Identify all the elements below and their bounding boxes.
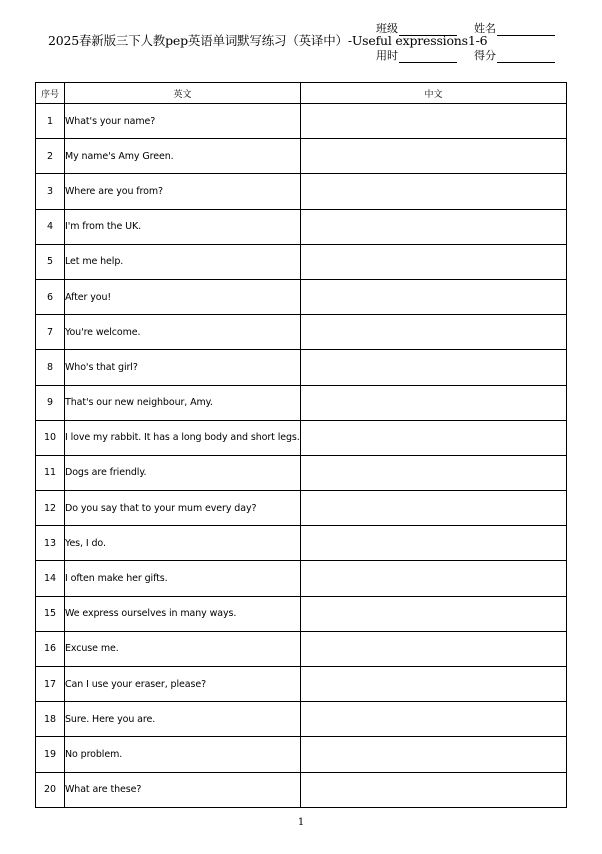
time-blank[interactable] bbox=[399, 51, 457, 63]
chinese-answer-cell[interactable] bbox=[301, 104, 567, 139]
row-number: 2 bbox=[36, 139, 65, 174]
chinese-answer-cell[interactable] bbox=[301, 315, 567, 350]
chinese-answer-cell[interactable] bbox=[301, 772, 567, 807]
chinese-answer-cell[interactable] bbox=[301, 420, 567, 455]
worksheet-header bbox=[0, 0, 602, 80]
class-label: 班级 bbox=[376, 22, 398, 35]
row-number: 1 bbox=[36, 104, 65, 139]
english-phrase: My name's Amy Green. bbox=[65, 139, 301, 174]
page-title: 2025春新版三下人教pep英语单词默写练习（英译中）-Useful expressions1-6 bbox=[48, 33, 488, 48]
table-row bbox=[36, 174, 567, 209]
english-phrase: I'm from the UK. bbox=[65, 209, 301, 244]
row-number: 3 bbox=[36, 174, 65, 209]
chinese-answer-cell[interactable] bbox=[301, 737, 567, 772]
table-row bbox=[36, 279, 567, 314]
table-row bbox=[36, 737, 567, 772]
row-number: 11 bbox=[36, 455, 65, 490]
table-row bbox=[36, 631, 567, 666]
header-english: 英文 bbox=[65, 83, 301, 104]
chinese-answer-cell[interactable] bbox=[301, 139, 567, 174]
table-row bbox=[36, 491, 567, 526]
score-label: 得分 bbox=[474, 49, 496, 62]
table-row bbox=[36, 209, 567, 244]
header-chinese: 中文 bbox=[301, 83, 567, 104]
time-label: 用时 bbox=[376, 49, 398, 62]
english-phrase: Excuse me. bbox=[65, 631, 301, 666]
table-row bbox=[36, 702, 567, 737]
table-row bbox=[36, 350, 567, 385]
chinese-answer-cell[interactable] bbox=[301, 631, 567, 666]
table-header-row bbox=[36, 83, 567, 104]
table-row bbox=[36, 667, 567, 702]
table-row bbox=[36, 526, 567, 561]
english-phrase: We express ourselves in many ways. bbox=[65, 596, 301, 631]
row-number: 8 bbox=[36, 350, 65, 385]
name-blank[interactable] bbox=[497, 24, 555, 36]
chinese-answer-cell[interactable] bbox=[301, 174, 567, 209]
row-number: 14 bbox=[36, 561, 65, 596]
score-field bbox=[474, 47, 555, 63]
table-row bbox=[36, 420, 567, 455]
row-number: 19 bbox=[36, 737, 65, 772]
english-phrase: Sure. Here you are. bbox=[65, 702, 301, 737]
english-phrase: I love my rabbit. It has a long body and short legs. bbox=[65, 420, 301, 455]
english-phrase: What are these? bbox=[65, 772, 301, 807]
row-number: 6 bbox=[36, 279, 65, 314]
table-row bbox=[36, 315, 567, 350]
english-phrase: Dogs are friendly. bbox=[65, 455, 301, 490]
table-row bbox=[36, 244, 567, 279]
name-label: 姓名 bbox=[474, 22, 496, 35]
english-phrase: Where are you from? bbox=[65, 174, 301, 209]
table-row bbox=[36, 455, 567, 490]
english-phrase: Who's that girl? bbox=[65, 350, 301, 385]
english-phrase: What's your name? bbox=[65, 104, 301, 139]
table-row bbox=[36, 561, 567, 596]
chinese-answer-cell[interactable] bbox=[301, 667, 567, 702]
row-number: 13 bbox=[36, 526, 65, 561]
row-number: 16 bbox=[36, 631, 65, 666]
english-phrase: That's our new neighbour, Amy. bbox=[65, 385, 301, 420]
english-phrase: Let me help. bbox=[65, 244, 301, 279]
english-phrase: I often make her gifts. bbox=[65, 561, 301, 596]
row-number: 20 bbox=[36, 772, 65, 807]
table-body bbox=[36, 104, 567, 808]
chinese-answer-cell[interactable] bbox=[301, 455, 567, 490]
chinese-answer-cell[interactable] bbox=[301, 702, 567, 737]
row-number: 9 bbox=[36, 385, 65, 420]
row-number: 17 bbox=[36, 667, 65, 702]
english-phrase: After you! bbox=[65, 279, 301, 314]
chinese-answer-cell[interactable] bbox=[301, 209, 567, 244]
time-field bbox=[376, 47, 457, 63]
row-number: 5 bbox=[36, 244, 65, 279]
row-number: 15 bbox=[36, 596, 65, 631]
row-number: 18 bbox=[36, 702, 65, 737]
row-number: 12 bbox=[36, 491, 65, 526]
table-row bbox=[36, 385, 567, 420]
row-number: 10 bbox=[36, 420, 65, 455]
table-row bbox=[36, 139, 567, 174]
score-blank[interactable] bbox=[497, 51, 555, 63]
chinese-answer-cell[interactable] bbox=[301, 491, 567, 526]
chinese-answer-cell[interactable] bbox=[301, 596, 567, 631]
table-row bbox=[36, 104, 567, 139]
chinese-answer-cell[interactable] bbox=[301, 561, 567, 596]
chinese-answer-cell[interactable] bbox=[301, 385, 567, 420]
english-phrase: Do you say that to your mum every day? bbox=[65, 491, 301, 526]
vocabulary-table bbox=[35, 82, 567, 808]
header-index: 序号 bbox=[36, 83, 65, 104]
chinese-answer-cell[interactable] bbox=[301, 350, 567, 385]
english-phrase: Yes, I do. bbox=[65, 526, 301, 561]
chinese-answer-cell[interactable] bbox=[301, 279, 567, 314]
chinese-answer-cell[interactable] bbox=[301, 526, 567, 561]
english-phrase: Can I use your eraser, please? bbox=[65, 667, 301, 702]
row-number: 7 bbox=[36, 315, 65, 350]
row-number: 4 bbox=[36, 209, 65, 244]
table-row bbox=[36, 772, 567, 807]
english-phrase: No problem. bbox=[65, 737, 301, 772]
english-phrase: You're welcome. bbox=[65, 315, 301, 350]
table-row bbox=[36, 596, 567, 631]
chinese-answer-cell[interactable] bbox=[301, 244, 567, 279]
page-number: 1 bbox=[297, 817, 305, 828]
